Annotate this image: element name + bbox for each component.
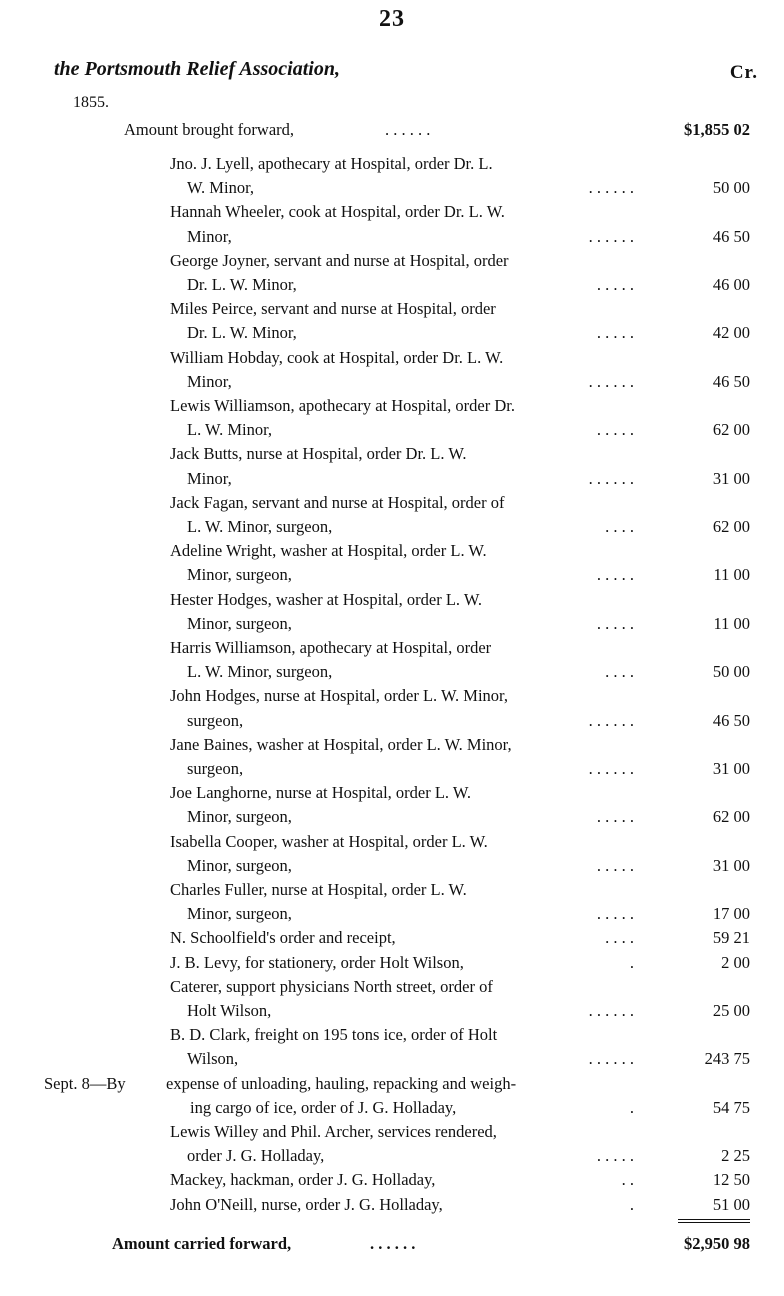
- brought-forward-amount: $1,855 02: [684, 120, 750, 139]
- entry-description: Charles Fuller, nurse at Hospital, order L. W.: [170, 880, 467, 899]
- total-rule: [678, 1219, 750, 1220]
- leader-dots: . . . . . .: [588, 710, 634, 730]
- leader-dots: . . . . .: [596, 1146, 634, 1166]
- carried-forward-amount: $2,950 98: [684, 1234, 750, 1253]
- entry-description: N. Schoolfield's order and receipt,: [170, 928, 396, 948]
- leader-dots: . . . . . .: [588, 178, 634, 198]
- entry-amount: 31 00: [712, 468, 750, 488]
- entry-description-cont: Dr. L. W. Minor,: [187, 275, 297, 294]
- entry-description: Jack Fagan, servant and nurse at Hospital, order of: [170, 492, 505, 512]
- leader-dots: . . . . . .: [588, 371, 634, 391]
- entry-amount: 59 21: [712, 928, 750, 948]
- leader-dots: . . . . .: [596, 275, 634, 294]
- leader-dots: . . . . .: [596, 855, 634, 875]
- total-rule-double: [678, 1222, 750, 1223]
- leader-dots: . . . . . .: [588, 1001, 634, 1020]
- entry-description: Caterer, support physicians North street, order of: [170, 976, 493, 996]
- entry-amount: 46 50: [712, 226, 750, 246]
- entry-amount: 25 00: [712, 1001, 750, 1020]
- page-title: the Portsmouth Relief Association,: [54, 58, 340, 80]
- page-number: 23: [379, 6, 405, 32]
- entry-amount: 31 00: [712, 759, 750, 778]
- entry-description-cont: order J. G. Holladay,: [187, 1146, 325, 1166]
- leader-dots: . . . . .: [596, 904, 634, 924]
- carried-forward-label: Amount carried forward,: [112, 1234, 292, 1253]
- entry-description: John O'Neill, nurse, order J. G. Holladay,: [170, 1194, 443, 1214]
- entry-amount: 12 50: [712, 1170, 750, 1190]
- entry-description: Jane Baines, washer at Hospital, order L. W. Minor,: [170, 734, 512, 754]
- credit-label: Cr.: [729, 62, 758, 83]
- entry-amount: 54 75: [712, 1097, 750, 1117]
- entry-amount: 11 00: [713, 613, 750, 633]
- leader-dots: . . . . .: [596, 323, 634, 343]
- leader-dots: . . . . . .: [588, 226, 634, 246]
- entry-amount: 50 00: [712, 178, 750, 198]
- entry-amount: 11 00: [713, 565, 750, 585]
- entry-description-cont: L. W. Minor, surgeon,: [187, 517, 333, 536]
- entry-description-cont: Minor, surgeon,: [187, 904, 292, 924]
- entry-amount: 17 00: [712, 904, 750, 924]
- entry-description: Hester Hodges, washer at Hospital, order L. W.: [170, 589, 483, 609]
- leader-dots: . . . . .: [596, 420, 634, 440]
- entry-description: William Hobday, cook at Hospital, order Dr. L. W.: [170, 347, 504, 367]
- entry-amount: 50 00: [712, 662, 750, 682]
- entry-description: Isabella Cooper, washer at Hospital, order L. W.: [170, 831, 488, 851]
- entry-description: expense of unloading, hauling, repacking and weigh-: [166, 1073, 517, 1093]
- entry-description: Mackey, hackman, order J. G. Holladay,: [170, 1170, 436, 1190]
- entry-amount: 243 75: [704, 1049, 750, 1069]
- entry-description-cont: Minor, surgeon,: [187, 807, 292, 827]
- year-label: 1855.: [73, 94, 109, 111]
- leader-dots: .: [629, 1097, 634, 1117]
- entry-amount: 51 00: [712, 1194, 750, 1214]
- entry-amount: 46 50: [712, 710, 750, 730]
- entry-description: John Hodges, nurse at Hospital, order L. W. Minor,: [170, 686, 509, 706]
- entry-description-cont: Minor, surgeon,: [187, 613, 292, 633]
- entry-amount: 42 00: [712, 323, 750, 343]
- entry-description-cont: surgeon,: [187, 710, 244, 730]
- entry-description-cont: Minor,: [187, 226, 232, 246]
- entry-description-cont: Dr. L. W. Minor,: [187, 323, 297, 343]
- entry-description: Adeline Wright, washer at Hospital, order L. W.: [170, 541, 487, 561]
- entry-amount: 2 00: [721, 952, 750, 972]
- leader-dots: .: [629, 1194, 634, 1214]
- entry-amount: 2 25: [721, 1146, 750, 1166]
- leader-dots: . . . . .: [596, 807, 634, 827]
- entry-description: Joe Langhorne, nurse at Hospital, order L. W.: [170, 783, 472, 803]
- leader-dots: . . . .: [605, 662, 634, 682]
- entry-date: Sept. 8—By: [44, 1073, 126, 1093]
- entry-description: J. B. Levy, for stationery, order Holt Wilson,: [170, 952, 464, 972]
- entry-description: Jack Butts, nurse at Hospital, order Dr. L. W.: [170, 444, 467, 464]
- entry-amount: 31 00: [712, 855, 750, 875]
- entry-description-cont: L. W. Minor, surgeon,: [187, 662, 333, 682]
- entry-description-cont: Minor, surgeon,: [187, 855, 292, 875]
- entry-amount: 62 00: [712, 807, 750, 827]
- entry-description: Miles Peirce, servant and nurse at Hospital, order: [170, 299, 496, 319]
- entry-amount: 62 00: [712, 517, 750, 536]
- brought-forward-label: Amount brought forward,: [124, 120, 295, 139]
- leader-dots: . . . . .: [596, 565, 634, 585]
- entry-description: George Joyner, servant and nurse at Hospital, order: [170, 250, 509, 270]
- leader-dots: . .: [621, 1170, 634, 1190]
- entry-description: Harris Williamson, apothecary at Hospital, order: [170, 638, 492, 657]
- entry-description: Lewis Willey and Phil. Archer, services rendered,: [170, 1122, 497, 1141]
- entry-amount: 62 00: [712, 420, 750, 440]
- entry-amount: 46 00: [712, 275, 750, 294]
- entry-description-cont: Holt Wilson,: [187, 1001, 272, 1020]
- entry-description: Lewis Williamson, apothecary at Hospital, order Dr.: [170, 396, 515, 415]
- entry-description-cont: W. Minor,: [187, 178, 255, 198]
- leader-dots: . . . . . .: [588, 1049, 634, 1069]
- leader-dots: . . . . .: [596, 613, 634, 633]
- entry-description-cont: surgeon,: [187, 759, 244, 778]
- entry-description: Hannah Wheeler, cook at Hospital, order Dr. L. W.: [170, 202, 505, 222]
- entry-description-cont: L. W. Minor,: [187, 420, 273, 440]
- leader-dots: . . . . . .: [385, 120, 431, 139]
- leader-dots: . . . .: [605, 928, 634, 948]
- leader-dots: . . . . . .: [588, 468, 634, 488]
- entry-description-cont: Minor,: [187, 371, 232, 391]
- entry-description: B. D. Clark, freight on 195 tons ice, order of Holt: [170, 1025, 498, 1045]
- entry-description-cont: ing cargo of ice, order of J. G. Holladay,: [190, 1097, 457, 1117]
- leader-dots: . . . . . .: [588, 759, 634, 778]
- entry-description: Jno. J. Lyell, apothecary at Hospital, order Dr. L.: [170, 154, 493, 173]
- entry-description-cont: Wilson,: [187, 1049, 239, 1069]
- entry-amount: 46 50: [712, 371, 750, 391]
- leader-dots: . . . .: [605, 517, 634, 536]
- entry-description-cont: Minor, surgeon,: [187, 565, 292, 585]
- entry-description-cont: Minor,: [187, 468, 232, 488]
- leader-dots: . . . . . .: [370, 1234, 416, 1253]
- leader-dots: .: [629, 952, 634, 972]
